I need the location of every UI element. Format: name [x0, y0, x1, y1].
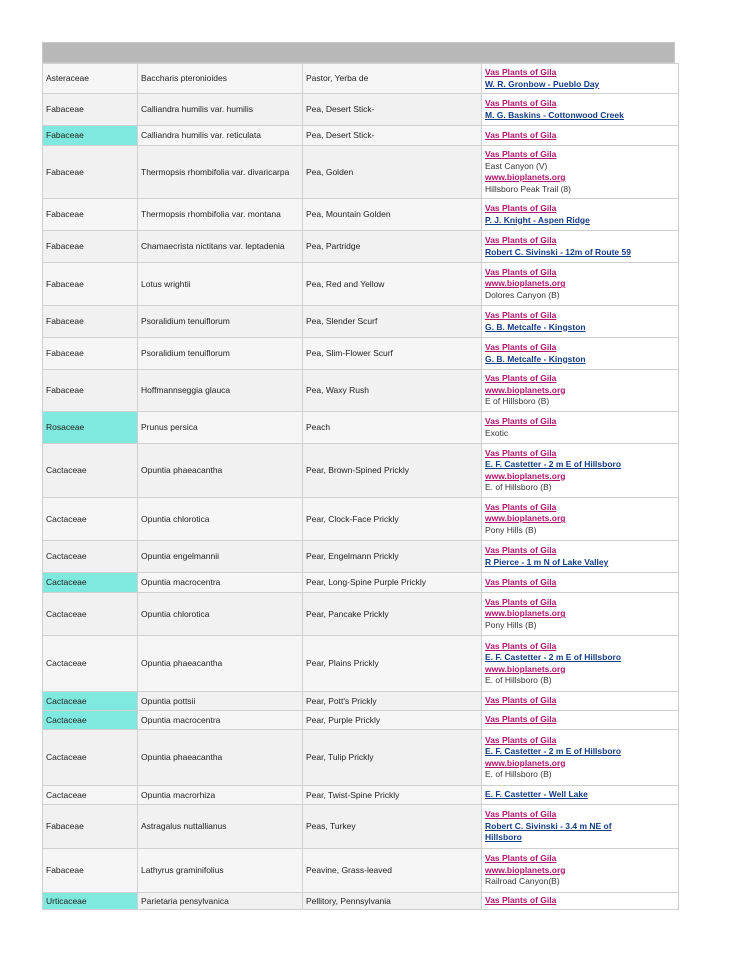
- reference-link[interactable]: Vas Plants of Gila: [485, 416, 557, 426]
- scientific-name-cell: Psoralidium tenuiflorum: [138, 338, 303, 370]
- scientific-name-cell: Opuntia chlorotica: [138, 593, 303, 636]
- common-name-cell: Pea, Desert Stick-: [303, 126, 482, 146]
- table-row: [43, 805, 679, 849]
- reference-link[interactable]: E. F. Castetter - 2 m E of Hillsboro: [485, 459, 622, 469]
- scientific-name-cell: Astragalus nuttallianus: [138, 805, 303, 849]
- common-name-cell: Pea, Slender Scurf: [303, 306, 482, 338]
- location-note: Railroad Canyon(B): [485, 876, 560, 887]
- reference-cell: [482, 692, 679, 711]
- family-cell: Fabaceae: [43, 146, 138, 199]
- family-cell: Cactaceae: [43, 498, 138, 541]
- reference-link[interactable]: G. B. Metcalfe - Kingston: [485, 353, 586, 364]
- scientific-name-cell: Opuntia engelmannii: [138, 541, 303, 573]
- reference-link[interactable]: www.bioplanets.org: [485, 172, 566, 182]
- reference-link[interactable]: Robert C. Sivinski - 3.4 m NE of: [485, 820, 612, 831]
- scientific-name-cell: Calliandra humilis var. humilis: [138, 94, 303, 126]
- family-cell: Cactaceae: [43, 692, 138, 711]
- common-name-cell: Pear, Long-Spine Purple Prickly: [303, 573, 482, 593]
- reference-link[interactable]: www.bioplanets.org: [485, 470, 566, 481]
- family-cell: Fabaceae: [43, 849, 138, 893]
- scientific-name-cell: Opuntia phaeacantha: [138, 636, 303, 692]
- reference-link[interactable]: Vas Plants of Gila: [485, 640, 557, 651]
- family-cell: Urticaceae: [43, 893, 138, 910]
- common-name-cell: Pear, Twist-Spine Prickly: [303, 786, 482, 805]
- scientific-name-cell: Opuntia phaeacantha: [138, 444, 303, 498]
- scientific-name-cell: Opuntia pottsii: [138, 692, 303, 711]
- table-row: [43, 338, 679, 370]
- reference-link[interactable]: Vas Plants of Gila: [485, 501, 557, 512]
- common-name-cell: Pear, Plains Prickly: [303, 636, 482, 692]
- family-cell: Cactaceae: [43, 444, 138, 498]
- reference-link[interactable]: Vas Plants of Gila: [485, 895, 557, 906]
- reference-cell: [482, 849, 679, 893]
- reference-cell: [482, 498, 679, 541]
- common-name-cell: Pea, Slim-Flower Scurf: [303, 338, 482, 370]
- table-row: [43, 146, 679, 199]
- location-note: East Canyon (V): [485, 160, 548, 171]
- reference-cell: [482, 263, 679, 306]
- reference-link[interactable]: Vas Plants of Gila: [485, 596, 557, 607]
- table-row: [43, 126, 679, 146]
- common-name-cell: Pea, Mountain Golden: [303, 199, 482, 231]
- family-cell: Fabaceae: [43, 338, 138, 370]
- scientific-name-cell: Psoralidium tenuiflorum: [138, 306, 303, 338]
- reference-cell: [482, 444, 679, 498]
- reference-cell: [482, 126, 679, 146]
- family-cell: Cactaceae: [43, 730, 138, 786]
- common-name-cell: Peach: [303, 412, 482, 444]
- table-row: [43, 636, 679, 692]
- table-row: [43, 849, 679, 893]
- reference-link[interactable]: www.bioplanets.org: [485, 608, 566, 619]
- reference-link[interactable]: E. F. Castetter - Well Lake: [485, 789, 588, 800]
- reference-link[interactable]: W. R. Gronbow - Pueblo Day: [485, 78, 600, 89]
- table-row: [43, 444, 679, 498]
- reference-link[interactable]: Vas Plants of Gila: [485, 576, 557, 587]
- reference-link[interactable]: Vas Plants of Gila: [485, 373, 557, 384]
- common-name-cell: Pear, Engelmann Prickly: [303, 541, 482, 573]
- reference-link[interactable]: Vas Plants of Gila: [485, 809, 557, 820]
- table-row: [43, 263, 679, 306]
- reference-link[interactable]: www.bioplanets.org: [485, 513, 566, 524]
- scientific-name-cell: Opuntia macrocentra: [138, 573, 303, 593]
- reference-link[interactable]: Vas Plants of Gila: [485, 714, 557, 725]
- table-row: [43, 199, 679, 231]
- reference-link[interactable]: Vas Plants of Gila: [485, 203, 557, 213]
- species-table-container: [42, 42, 675, 910]
- family-cell: Fabaceae: [43, 126, 138, 146]
- reference-link[interactable]: Vas Plants of Gila: [485, 149, 557, 159]
- reference-cell: [482, 541, 679, 573]
- scientific-name-cell: Parietaria pensylvanica: [138, 893, 303, 910]
- scientific-name-cell: Lathyrus graminifolius: [138, 849, 303, 893]
- reference-cell: [482, 711, 679, 730]
- reference-link[interactable]: Vas Plants of Gila: [485, 129, 557, 140]
- reference-link[interactable]: www.bioplanets.org: [485, 278, 566, 289]
- location-note: E. of Hillsboro (B): [485, 482, 552, 492]
- scientific-name-cell: Calliandra humilis var. reticulata: [138, 126, 303, 146]
- common-name-cell: Pear, Pott's Prickly: [303, 692, 482, 711]
- common-name-cell: Pea, Waxy Rush: [303, 370, 482, 412]
- reference-link[interactable]: www.bioplanets.org: [485, 663, 566, 674]
- location-note: Exotic: [485, 427, 509, 438]
- common-name-cell: Pea, Red and Yellow: [303, 263, 482, 306]
- common-name-cell: Pear, Clock-Face Prickly: [303, 498, 482, 541]
- common-name-cell: Pear, Purple Prickly: [303, 711, 482, 730]
- reference-link[interactable]: G. B. Metcalfe - Kingston: [485, 321, 586, 332]
- reference-link[interactable]: Vas Plants of Gila: [485, 734, 557, 745]
- reference-cell: [482, 730, 679, 786]
- reference-cell: [482, 146, 679, 199]
- common-name-cell: Pear, Pancake Prickly: [303, 593, 482, 636]
- table-row: [43, 94, 679, 126]
- reference-cell: [482, 636, 679, 692]
- reference-link[interactable]: Robert C. Sivinski - 12m of Route 59: [485, 246, 631, 257]
- family-cell: Fabaceae: [43, 370, 138, 412]
- reference-cell: [482, 94, 679, 126]
- reference-link[interactable]: Vas Plants of Gila: [485, 235, 557, 245]
- family-cell: Fabaceae: [43, 805, 138, 849]
- table-header-bar: [42, 42, 675, 63]
- scientific-name-cell: Prunus persica: [138, 412, 303, 444]
- table-row: [43, 541, 679, 573]
- reference-cell: [482, 338, 679, 370]
- family-cell: Cactaceae: [43, 711, 138, 730]
- scientific-name-cell: Chamaecrista nictitans var. leptadenia: [138, 231, 303, 263]
- reference-cell: [482, 573, 679, 593]
- table-row: [43, 412, 679, 444]
- reference-cell: [482, 593, 679, 636]
- table-row: [43, 786, 679, 805]
- reference-link[interactable]: Vas Plants of Gila: [485, 447, 557, 458]
- scientific-name-cell: Opuntia chlorotica: [138, 498, 303, 541]
- reference-link[interactable]: Vas Plants of Gila: [485, 695, 557, 706]
- table-row: [43, 692, 679, 711]
- common-name-cell: Pellitory, Pennsylvania: [303, 893, 482, 910]
- family-cell: Rosaceae: [43, 412, 138, 444]
- reference-link[interactable]: P. J. Knight - Aspen Ridge: [485, 214, 590, 225]
- reference-link[interactable]: Vas Plants of Gila: [485, 310, 557, 320]
- reference-link[interactable]: E. F. Castetter - 2 m E of Hillsboro: [485, 746, 622, 756]
- scientific-name-cell: Lotus wrightii: [138, 263, 303, 306]
- scientific-name-cell: Hoffmannseggia glauca: [138, 370, 303, 412]
- family-cell: Cactaceae: [43, 786, 138, 805]
- family-cell: Fabaceae: [43, 94, 138, 126]
- table-row: [43, 498, 679, 541]
- species-table: [42, 63, 679, 910]
- location-note: Dolores Canyon (B): [485, 289, 560, 300]
- common-name-cell: Peas, Turkey: [303, 805, 482, 849]
- reference-link[interactable]: www.bioplanets.org: [485, 864, 566, 875]
- location-note: Hillsboro Peak Trail (8): [485, 183, 571, 194]
- reference-cell: [482, 306, 679, 338]
- location-note: E of Hillsboro (B): [485, 396, 550, 407]
- reference-link[interactable]: Vas Plants of Gila: [485, 853, 557, 864]
- table-row: [43, 64, 679, 94]
- reference-cell: [482, 199, 679, 231]
- reference-link[interactable]: Vas Plants of Gila: [485, 67, 557, 77]
- reference-link[interactable]: M. G. Baskins - Cottonwood Creek: [485, 109, 624, 120]
- family-cell: Fabaceae: [43, 306, 138, 338]
- table-row: [43, 573, 679, 593]
- family-cell: Fabaceae: [43, 199, 138, 231]
- reference-cell: [482, 231, 679, 263]
- family-cell: Fabaceae: [43, 231, 138, 263]
- reference-cell: [482, 805, 679, 849]
- location-note: Pony Hills (B): [485, 524, 537, 535]
- reference-link[interactable]: Vas Plants of Gila: [485, 545, 557, 555]
- scientific-name-cell: Opuntia macrocentra: [138, 711, 303, 730]
- location-note: E. of Hillsboro (B): [485, 769, 552, 779]
- family-cell: Cactaceae: [43, 636, 138, 692]
- common-name-cell: Pea, Golden: [303, 146, 482, 199]
- reference-link[interactable]: www.bioplanets.org: [485, 384, 566, 395]
- table-row: [43, 893, 679, 910]
- reference-cell: [482, 786, 679, 805]
- common-name-cell: Peavine, Grass-leaved: [303, 849, 482, 893]
- reference-cell: [482, 893, 679, 910]
- table-row: [43, 593, 679, 636]
- reference-link[interactable]: Vas Plants of Gila: [485, 342, 557, 352]
- reference-cell: [482, 64, 679, 94]
- common-name-cell: Pea, Desert Stick-: [303, 94, 482, 126]
- common-name-cell: Pea, Partridge: [303, 231, 482, 263]
- table-row: [43, 306, 679, 338]
- common-name-cell: Pastor, Yerba de: [303, 64, 482, 94]
- scientific-name-cell: Opuntia phaeacantha: [138, 730, 303, 786]
- table-row: [43, 370, 679, 412]
- reference-link[interactable]: R Pierce - 1 m N of Lake Valley: [485, 556, 609, 567]
- reference-cell: [482, 370, 679, 412]
- reference-cell: [482, 412, 679, 444]
- family-cell: Cactaceae: [43, 573, 138, 593]
- reference-link[interactable]: Vas Plants of Gila: [485, 266, 557, 277]
- common-name-cell: Pear, Tulip Prickly: [303, 730, 482, 786]
- family-cell: Asteraceae: [43, 64, 138, 94]
- table-row: [43, 730, 679, 786]
- family-cell: Cactaceae: [43, 593, 138, 636]
- location-note: E. of Hillsboro (B): [485, 675, 552, 685]
- scientific-name-cell: Thermopsis rhombifolia var. divaricarpa: [138, 146, 303, 199]
- reference-link[interactable]: www.bioplanets.org: [485, 757, 566, 768]
- scientific-name-cell: Opuntia macrorhiza: [138, 786, 303, 805]
- reference-link[interactable]: Vas Plants of Gila: [485, 98, 557, 108]
- table-row: [43, 231, 679, 263]
- reference-link[interactable]: Hillsboro: [485, 832, 522, 843]
- location-note: Pony Hills (B): [485, 619, 537, 630]
- reference-link[interactable]: E. F. Castetter - 2 m E of Hillsboro: [485, 652, 622, 662]
- table-row: [43, 711, 679, 730]
- family-cell: Fabaceae: [43, 263, 138, 306]
- scientific-name-cell: Baccharis pteronioides: [138, 64, 303, 94]
- common-name-cell: Pear, Brown-Spined Prickly: [303, 444, 482, 498]
- family-cell: Cactaceae: [43, 541, 138, 573]
- scientific-name-cell: Thermopsis rhombifolia var. montana: [138, 199, 303, 231]
